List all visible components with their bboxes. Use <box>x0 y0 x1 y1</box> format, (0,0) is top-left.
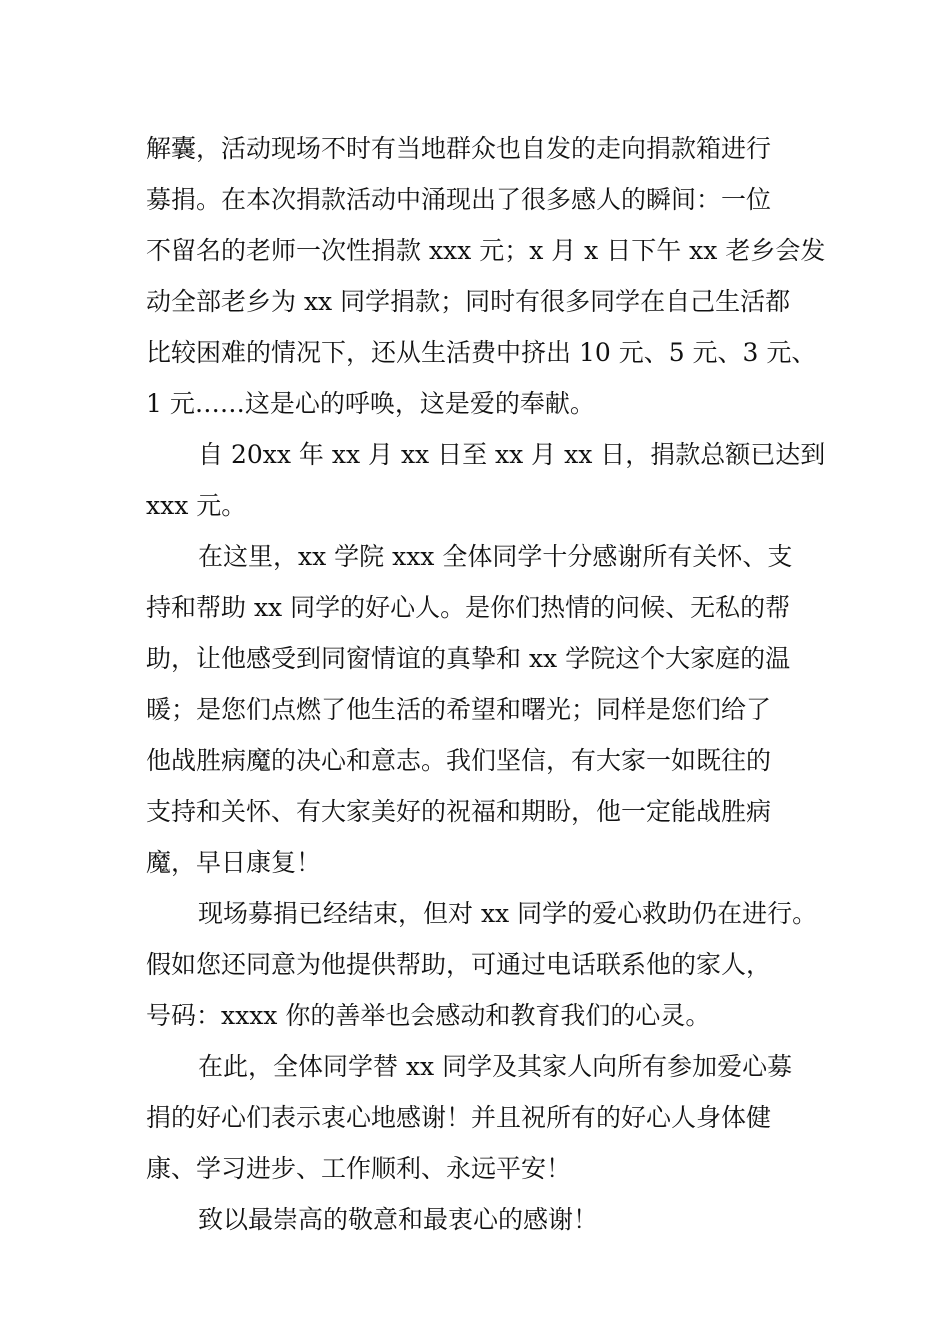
paragraph-start-line: 在这里，xx 学院 xxx 全体同学十分感谢所有关怀、支 <box>198 542 793 571</box>
text-line: 动全部老乡为 xx 同学捐款；同时有很多同学在自己生活都 <box>146 287 791 316</box>
text-line: 比较困难的情况下，还从生活费中挤出 10 元、5 元、3 元、 <box>146 338 817 367</box>
text-line: 捐的好心们表示衷心地感谢！并且祝所有的好心人身体健 <box>146 1103 772 1132</box>
text-line: xxx 元。 <box>146 491 247 520</box>
text-line: 1 元……这是心的呼唤，这是爱的奉献。 <box>146 389 595 418</box>
text-line: 号码：xxxx 你的善举也会感动和教育我们的心灵。 <box>146 1001 711 1030</box>
text-line: 康、学习进步、工作顺利、永远平安！ <box>146 1154 572 1183</box>
text-line: 他战胜病魔的决心和意志。我们坚信，有大家一如既往的 <box>146 746 772 775</box>
closing-salutation: 致以最崇高的敬意和最衷心的感谢！ <box>198 1205 599 1234</box>
text-line: 解囊，活动现场不时有当地群众也自发的走向捐款箱进行 <box>146 134 772 163</box>
text-line: 助，让他感受到同窗情谊的真挚和 xx 学院这个大家庭的温 <box>146 644 791 673</box>
text-line: 募捐。在本次捐款活动中涌现出了很多感人的瞬间：一位 <box>146 185 772 214</box>
text-line: 魔，早日康复！ <box>146 848 322 877</box>
paragraph-start-line: 自 20xx 年 xx 月 xx 日至 xx 月 xx 日，捐款总额已达到 <box>198 440 826 469</box>
text-line: 假如您还同意为他提供帮助，可通过电话联系他的家人， <box>146 950 772 979</box>
text-line: 持和帮助 xx 同学的好心人。是你们热情的问候、无私的帮 <box>146 593 791 622</box>
text-line: 暖；是您们点燃了他生活的希望和曙光；同样是您们给了 <box>146 695 772 724</box>
document-body <box>146 123 836 1245</box>
paragraph-start-line: 在此，全体同学替 xx 同学及其家人向所有参加爱心募 <box>198 1052 793 1081</box>
text-line: 不留名的老师一次性捐款 xxx 元；x 月 x 日下午 xx 老乡会发 <box>146 236 826 265</box>
text-line: 支持和关怀、有大家美好的祝福和期盼，他一定能战胜病 <box>146 797 772 826</box>
paragraph-start-line: 现场募捐已经结束，但对 xx 同学的爱心救助仍在进行。 <box>198 899 818 928</box>
